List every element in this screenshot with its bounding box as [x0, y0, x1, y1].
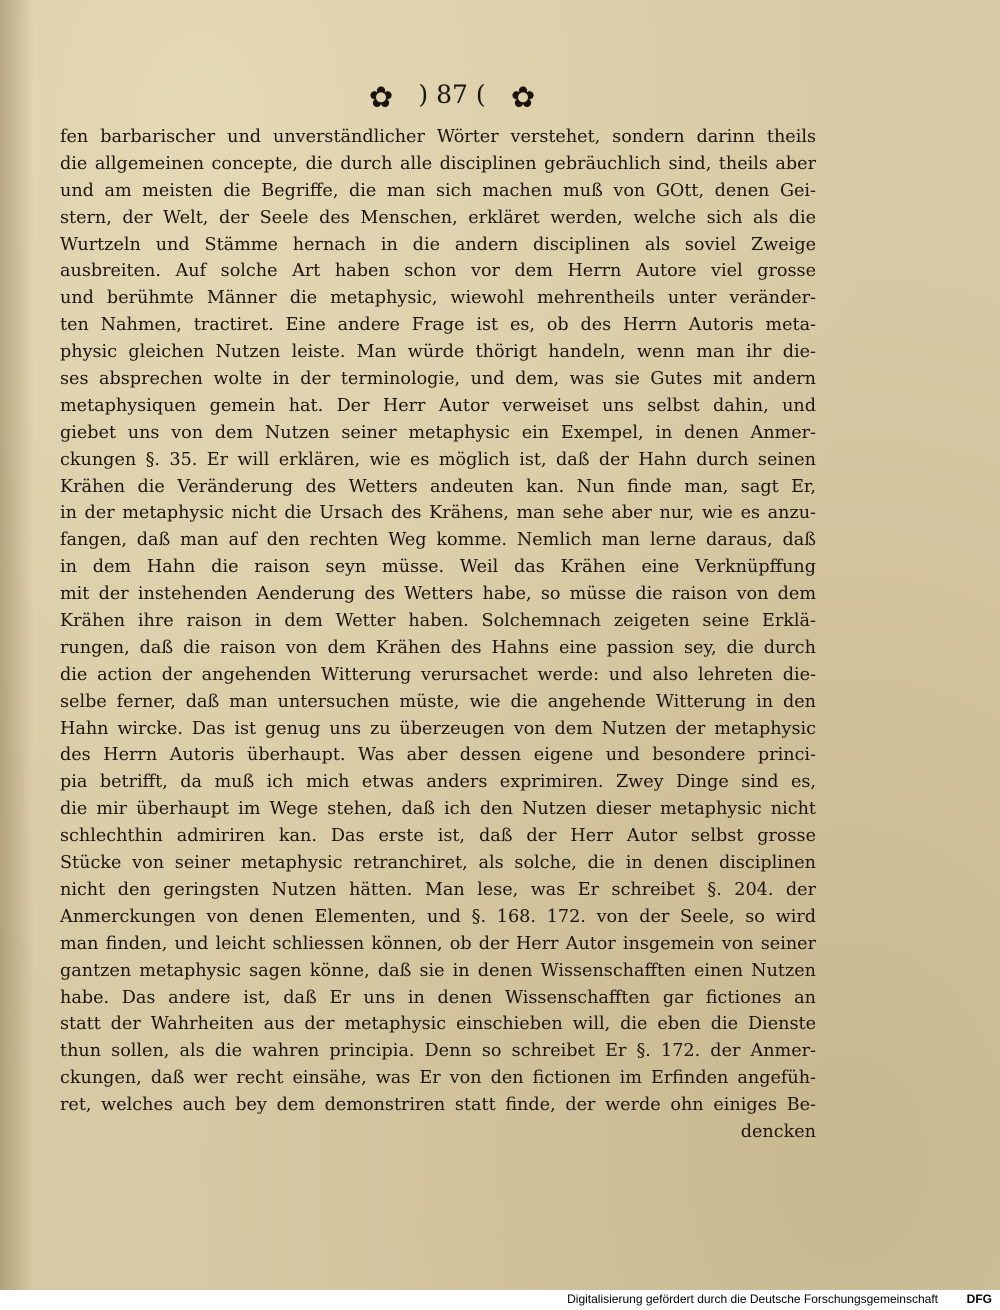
text-line: ret, welches auch bey dem demonstriren statt finde, der werde ohn einiges Be- — [60, 1095, 816, 1116]
text-line: die allgemeinen concepte, die durch alle disciplinen gebräuchlich sind, theils aber — [60, 153, 816, 174]
text-line: ckungen, daß wer recht einsähe, was Er von den fictionen im Erfinden angefüh- — [60, 1068, 816, 1089]
dfg-logo: DFG — [966, 1292, 992, 1306]
text-line: habe. Das andere ist, daß Er uns in denen Wissenschafften gar fictiones an — [60, 987, 816, 1008]
text-line: giebet uns von dem Nutzen seiner metaphysic ein Exempel, in denen Anmer- — [60, 422, 816, 443]
digitization-footer — [0, 1290, 1000, 1310]
flower-ornament-icon: ✿ — [510, 80, 536, 114]
text-line: mit der instehenden Aenderung des Wetters habe, so müsse die raison von dem — [60, 584, 816, 605]
text-line: stern, der Welt, der Seele des Menschen, erkläret werden, welche sich als die — [60, 207, 816, 228]
text-line: metaphysiquen gemein hat. Der Herr Autor verweiset uns selbst dahin, und — [60, 395, 816, 416]
text-line: Stücke von seiner metaphysic retranchiret, als solche, die in denen disciplinen — [60, 853, 816, 874]
text-line: in der metaphysic nicht die Ursach des Krähens, man sehe aber nur, wie es anzu- — [60, 503, 816, 524]
text-line: fen barbarischer und unverständlicher Wörter verstehet, sondern darinn theils — [60, 127, 816, 147]
text-line: des Herrn Autoris überhaupt. Was aber dessen eigene und besondere princi- — [60, 745, 816, 766]
text-line: selbe ferner, daß man untersuchen müste, wie die angehende Witterung in den — [60, 691, 816, 712]
text-line: ten Nahmen, tractiret. Eine andere Frage ist es, ob des Herrn Autoris meta- — [60, 315, 816, 336]
text-line: ckungen §. 35. Er will erklären, wie es möglich ist, daß der Hahn durch seinen — [60, 449, 816, 470]
text-line: Krähen die Veränderung des Wetters andeuten kan. Nun finde man, sagt Er, — [60, 476, 816, 497]
text-line: Krähen ihre raison in dem Wetter haben. Solchemnach zeigeten seine Erklä- — [60, 611, 816, 632]
text-line: die action der angehenden Witterung verursachet werde: und also lehreten die- — [60, 664, 816, 685]
text-line: man finden, und leicht schliessen können, ob der Herr Autor insgemein von seiner — [60, 933, 816, 954]
text-line: thun sollen, als die wahren principia. Denn so schreibet Er §. 172. der Anmer- — [60, 1041, 816, 1062]
text-line: rungen, daß die raison von dem Krähen des Hahns eine passion sey, die durch — [60, 637, 816, 658]
text-line: und am meisten die Begriffe, die man sich machen muß von GOtt, denen Gei- — [60, 180, 816, 201]
catchword: dencken — [740, 1121, 816, 1142]
text-line: ausbreiten. Auf solche Art haben schon vor dem Herrn Autore viel grosse — [60, 261, 816, 282]
body-text — [60, 124, 816, 1146]
page-header — [0, 78, 1000, 118]
text-line: statt der Wahrheiten aus der metaphysic einschieben will, die eben die Dienste — [60, 1014, 816, 1035]
text-line: schlechthin admiriren kan. Das erste ist, daß der Herr Autor selbst grosse — [60, 826, 816, 847]
funding-credit: Digitalisierung gefördert durch die Deutsche Forschungsgemeinschaft — [567, 1292, 938, 1306]
text-line: in dem Hahn die raison seyn müsse. Weil das Krähen eine Verknüpffung — [60, 557, 816, 578]
text-line: nicht den geringsten Nutzen hätten. Man lese, was Er schreibet §. 204. der — [60, 879, 816, 900]
text-line: fangen, daß man auf den rechten Weg komme. Nemlich man lerne daraus, daß — [60, 530, 816, 551]
text-line: Anmerckungen von denen Elementen, und §. 168. 172. von der Seele, so wird — [60, 906, 816, 927]
text-line: Hahn wircke. Das ist genug uns zu überzeugen von dem Nutzen der metaphysic — [60, 718, 816, 739]
flower-ornament-icon: ✿ — [368, 80, 394, 114]
text-line: gantzen metaphysic sagen könne, daß sie in denen Wissenschafften einen Nutzen — [60, 960, 816, 981]
text-line: pia betrifft, da muß ich mich etwas anders exprimiren. Zwey Dinge sind es, — [60, 772, 816, 793]
text-line: die mir überhaupt im Wege stehen, daß ich den Nutzen dieser metaphysic nicht — [60, 799, 816, 820]
text-line: ses absprechen wolte in der terminologie, und dem, was sie Gutes mit andern — [60, 369, 816, 390]
text-line: physic gleichen Nutzen leiste. Man würde thörigt handeln, wenn man ihr die- — [60, 342, 816, 363]
page-number: ) 87 ( — [418, 80, 486, 109]
text-line: Wurtzeln und Stämme hernach in die andern disciplinen als soviel Zweige — [60, 234, 816, 255]
text-line: und berühmte Männer die metaphysic, wiewohl mehrentheils unter veränder- — [60, 288, 816, 309]
page-edge-shadow — [0, 0, 34, 1290]
